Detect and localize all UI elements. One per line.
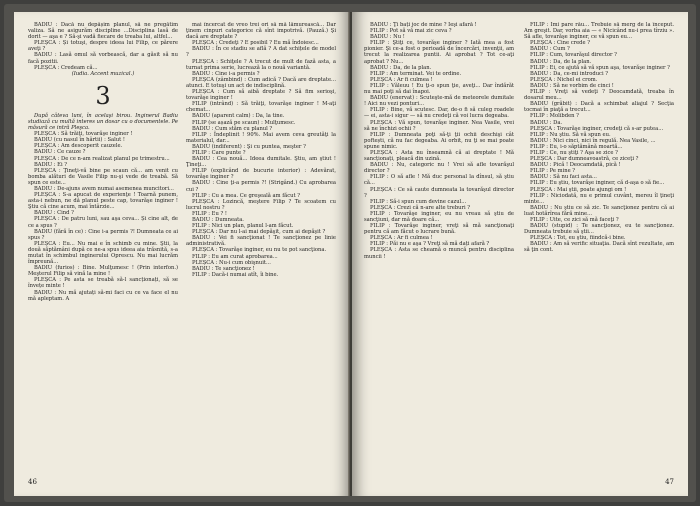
dialogue-line: FILIP : Niciodată, nu e primul cuvânt, mereu îl ţineţi minte...: [524, 192, 674, 205]
left-page-column-1: [28, 22, 178, 472]
dialogue-line: BADIU : Cine ţi-a permis ?! (Strigând.) Cu aprobarea cui ?: [186, 180, 336, 193]
left-page: [14, 12, 350, 496]
dialogue-line: FILIP : Dumneata poţi să-ţi ţii ochii deschişi cât poftești, că nu fac degeaba. Ai orbit, nu ţi se mai poate spune nimic.: [364, 131, 514, 150]
dialogue-line: FILIP : Am terminat. Vei te ordine.: [370, 70, 462, 77]
dialogue-line: FILIP : Nu ştiu. Să vă spun eu.: [530, 131, 611, 138]
dialogue-line: (Iudia. Accent muzical.): [71, 70, 135, 77]
dialogue-line: FILIP : Dacă-i numai atît, îi bine.: [192, 271, 279, 278]
dialogue-line: FILIP : Molibden ?: [530, 113, 579, 120]
right-page: [352, 12, 688, 496]
dialogue-line: BADIU : Ce cauze ?: [34, 149, 86, 156]
dialogue-line: PLEȘCA : Credeam că...: [34, 64, 98, 71]
dialogue-line: FILIP : Îndeplinit ! 90%. Mai avem ceva greutăţi la materialul, dar...: [186, 131, 336, 144]
dialogue-line: BADIU (stupid) : Te sancţionez, eu te sancţionez. Dumneata trebuie să ştii...: [524, 223, 674, 236]
right-page-column-1: [364, 22, 514, 472]
dialogue-line: PLEȘCA : Dar dumneavoastră, ce ziceţi ?: [530, 156, 639, 163]
right-page-column-2: [524, 22, 674, 472]
dialogue-line: BADIU : Nu ştiu ce să zic. Te sancţionez pentru că ai luat hotărîrea fără mine...: [524, 204, 674, 217]
dialogue-line: PLEȘCA : Și totuşi, despre ideea lui Filip, ce părere aveţi ?: [28, 40, 178, 53]
dialogue-line: PLEȘCA : Tovarăşe inginer, credeţi că s-ar putea...: [530, 125, 664, 132]
dialogue-line: BADIU (grăbit) : Dacă a schimbat aliajul ? Secţia tocmai în piaţă a trecut...: [524, 101, 674, 114]
dialogue-line: PLEȘCA : Tovarăşe inginer, eu nu te pot sancţiona.: [192, 247, 327, 254]
dialogue-line: FILIP : Tovarăşe inginer, vreţi să mă sancţionaţi pentru că am făcut o lucrare bună.: [364, 223, 514, 236]
dialogue-line: FILIP : Ştiţi ce, tovarăşe inginer ? Iată mea a fost pionier. Şi ce-a fost o perioadă de încercări, invenţii, am trecut la realizarea puntii. Ai aprobat ? Tot ce-aţi aprobat ? Nu...: [364, 40, 514, 65]
dialogue-line: FILIP : O să afle ! Mă duc personal la dînsul, să ştiu că...: [364, 174, 514, 187]
dialogue-line: BADIU : Ţi bați joc de mine ? Ieşi afară !: [370, 22, 477, 28]
dialogue-line: BADIU : Pică ! Deocamdată, pică !: [530, 162, 621, 169]
dialogue-line: PLEȘCA : Am descoperit cauzele.: [34, 143, 123, 150]
dialogue-line: BADIU : Cea nouă... Ideea dumitale. Ştiu, am ştiut ! Ţineţi...: [186, 156, 336, 169]
left-page-column-2: [186, 22, 336, 472]
dialogue-line: FILIP : Ce, nu ştiţi ? Aşa se zice ?: [530, 149, 618, 156]
dialogue-line: PLEȘCA : Credeţi ? E posibil ? Eu mă îndoiesc...: [192, 40, 319, 47]
dialogue-line: FILIP : Îmi pare rău... Trebuie să merg de la început. Am greşit. Dar, vorba aia — « Nicicând nu-i prea tîrziu ». Să afle, tovarăşe inginer, ce vă spun eu...: [524, 22, 674, 41]
dialogue-line: BADIU : Am să verific situaţia. Dacă sînt rezultate, am să ţin cont.: [524, 241, 674, 254]
dialogue-line: FILIP : Cum, tovarăşul director ?: [530, 52, 617, 59]
dialogue-line: PLEȘCA : Cum să aibă dreptate ? Să fim serioşi, tovarăşe inginer !: [186, 89, 336, 102]
dialogue-line: FILIP : Eu am curat aprobarea...: [192, 253, 278, 260]
dialogue-line: BADIU : Nu mă ajutați să-mi faci cu ce va face el nu mă apleptam. A: [28, 289, 178, 302]
dialogue-line: PLEȘCA (zâmbind) : Cum adică ? Dacă are dreptate... atunci. E totuşi un act de indisciplină.: [186, 76, 336, 89]
dialogue-line: FILIP : Vreţi să vedeţi ? Deocamdată, treaba în dosarul meu...: [524, 89, 674, 102]
dialogue-line: PLEȘCA : Vă spun, tovarăşe inginer. Nea Vasile, vrei să ne închizi ochii ?: [364, 119, 514, 132]
dialogue-line: PLEȘCA : Asta nu înseamnă că ai dreptate ! Mă sancționați, pleacă din uzină.: [364, 149, 514, 163]
dialogue-line: BADIU : Dacă nu depășim planul, să ne pregătim valiza. Să ne asigurăm discipline ...Disciplina lasă de dorit — aşa e ? Să-şi vadă fiecare de treaba lui, altfel...: [28, 22, 178, 41]
dialogue-line: PLEȘCA : Dar nu l-ai mai depăşit, cum ai depăşit ?: [192, 229, 326, 236]
dialogue-line: PLEȘCA : S-a apucat de experienţe ! Toarnă punem, asta-i nebun, ne dă planul peste cap, tovarăşe inginer ! Ştiu că cine acum, mai întârzie...: [28, 192, 178, 211]
dialogue-line: FILIP : Pe mine ?: [530, 168, 576, 175]
dialogue-line: FILIP (explicând de bucurie interior) : Adevărat, tovarăşe inginer ?: [186, 168, 336, 181]
dialogue-line: BADIU : Nu, categoric nu ! Vrei să afle tovarăşul director ?: [364, 162, 514, 175]
dialogue-line: BADIU : Da.: [530, 119, 563, 126]
book-spread: [4, 4, 696, 502]
dialogue-line: PLEȘCA : Ar fi culmea !: [370, 76, 433, 83]
dialogue-line: BADIU : Cum stăm cu planul ?: [192, 125, 273, 132]
dialogue-line: BADIU : Nu !: [370, 34, 405, 41]
dialogue-line: PLEȘCA : Mai ştii, poate ajungi om !: [530, 186, 627, 193]
dialogue-line: PLEȘCA : Ţineţi-vă bine pe scaun că... am venit cu bomba alături de Vasile Filip nu-şi vede de treabă. Să spun ce este...: [28, 167, 178, 186]
dialogue-line: FILIP : Uite, ce zici să mă faceţi ?: [530, 217, 619, 223]
dialogue-line: FILIP : Păi nu e aşa ? Vreţi să mă dați afară ?: [370, 241, 490, 248]
dialogue-line: FILIP : Nici un plan, planul l-am făcut.: [192, 223, 294, 230]
dialogue-line: BADIU (enervat) : Scuteşte-mă de meteorele dumitale ! Aici nu vezi ponturi...: [364, 95, 514, 108]
dialogue-line: BADIU : Ei ?: [34, 161, 68, 168]
dialogue-line: FILIP : Văleuu ! Eu ţi-o spun ţie, aveţi... Dar îndărăt nu mai poţi să dai înapoi.: [364, 82, 514, 96]
dialogue-line: FILIP : Să-i spun cum devine cazul...: [370, 198, 467, 205]
page-number-right: 47: [665, 478, 674, 486]
dialogue-line: BADIU : Cine i-a permis ?: [192, 70, 260, 77]
dialogue-line: PLEȘCA : Crezi că n-are alte treburi ?: [370, 204, 471, 211]
dialogue-line: PLEȘCA : Tot, eu ştiu, fiindcă-i bine.: [530, 235, 626, 242]
dialogue-line: PLEȘCA : De patru luni, sau aşa ceva... Și cine alt, de ce a spus ?: [28, 216, 178, 229]
dialogue-line: PLEȘCA : Lozincă, meştere Filip ? Te scoatem cu lucrul nostru ?: [186, 198, 336, 211]
dialogue-line: PLEȘCA : Nichel ei crom.: [530, 76, 598, 83]
dialogue-line: FILIP (se așază pe scaun) : Mulţumesc.: [192, 119, 296, 126]
dialogue-line: FILIP : Pot să vă mai zic ceva ?: [370, 28, 452, 35]
dialogue-line: BADIU : Să nu faci asta...: [530, 174, 597, 181]
dialogue-line: PLEȘCA : Eu... Nu mai e în schimb cu mine. Ştii, la două săptămâni după ce ne-a spus ideea aia trăsnită, s-a mutat în schimbul inginerului Oprescu. Nu mai lucrăm împreună...: [28, 240, 178, 266]
dialogue-line: BADIU : Dumneata.: [192, 217, 244, 223]
dialogue-line: FILIP : Cu a mea. Ce greşeală am făcut ?: [192, 192, 300, 199]
chapter-number: 3: [95, 81, 111, 110]
dialogue-line: FILIP : Eu ştiu, tovarăşe inginer, că d-aşa o să fie...: [530, 180, 665, 187]
dialogue-line: BADIU (furios) : Bine. Mulţumesc ! (Prin interfon.) Meşterul Filip să vină la mine !: [28, 265, 178, 278]
dialogue-line: FILIP : Ei, ce ajută să vă spun aşa, tovarăşe inginer ?: [530, 64, 670, 71]
dialogue-line: BADIU (aparent calm) : Da, la tine.: [192, 113, 285, 120]
dialogue-line: FILIP : Tovarăşe inginer, eu nu vreau să ştiu de sancţiuni, dar mă doare că...: [364, 210, 514, 223]
dialogue-line: PLEȘCA : Cine crede ?: [530, 40, 591, 47]
dialogue-line: FILIP : Bine, vă scutesc. Dar, de-o fi să culeg roadele — ei, asta-i sigur — să nu credeţi că voi lucra degeaba.: [364, 107, 514, 120]
dialogue-line: BADIU : Cum ?: [530, 46, 570, 53]
dialogue-line: PLEȘCA : Să trăiţi, tovarăşe inginer !: [34, 131, 133, 138]
page-number-left: 46: [28, 478, 37, 486]
dialogue-line: BADIU : Nici cinci, nici în regulă. Nea Vasile, ...: [530, 137, 656, 144]
dialogue-line: BADIU : De-ajuns avem numai asemenea muncitori...: [34, 185, 174, 192]
dialogue-line: BADIU : În ce stadiu se află ? A dat schițele de model ?: [186, 46, 336, 59]
dialogue-line: BADIU : Cind ?: [34, 210, 74, 217]
dialogue-line: BADIU (indiferent) : Şi cu puntea, meşter ?: [192, 143, 306, 150]
dialogue-line: FILIP (intrând) : Să trăiţi, tovarăşe inginer ! M-aţi chemat...: [186, 101, 336, 114]
dialogue-line: BADIU (fără în ce) : Cine i-a permis ?! Dumneata ce ai spus ?: [28, 228, 178, 241]
dialogue-line: FILIP : Eu ? !: [192, 210, 227, 217]
dialogue-line: BADIU : Da, ce-mi introduci ?: [530, 70, 609, 77]
dialogue-line: PLEȘCA : Schiţele ? A trecut de mult de fază asta, a turnat prima serie, lucrează la o nouă variantă.: [186, 58, 336, 71]
dialogue-line: BADIU (cu nasul în hârtii) : Salut !: [34, 137, 125, 144]
dialogue-line: BADIU : Vei fi sancţionat ! Te sancţionez pe linie administrativă.: [186, 235, 336, 248]
dialogue-line: mai încercat de vreo trei ori să mă lămurească... Dar ţinem cinpuri categorice că sînt impotrivă. (Pauză.) Şi dacă are dreptate ?: [186, 22, 336, 41]
dialogue-line: BADIU : Da, de la plan.: [530, 58, 592, 65]
dialogue-line: BADIU : Da, de la plan.: [370, 64, 432, 71]
dialogue-line: BADIU : Lasă omul să vorbească, dar a găsit să nu facă pozitii.: [28, 52, 178, 65]
dialogue-line: PLEȘCA : Nu-i cum obişnuit...: [192, 259, 271, 266]
dialogue-line: PLEȘCA : Ce să caute dumneata la tovarăşul director ?: [364, 186, 514, 199]
dialogue-line: FILIP : Eu, i-o săptămână moartă...: [530, 143, 623, 150]
stage-direction: După câteva luni, în acelaşi birou. Inginerul Badiu studiază cu multă interes un dosar cu o documentele. Pe măsură ce intră Pleşca.: [28, 112, 178, 132]
dialogue-line: PLEȘCA : De ce n-am realizat planul pe trimestru...: [34, 155, 170, 162]
dialogue-line: PLEȘCA : Pe asta se treabă să-l sancționați, să se învețe minte !: [28, 277, 178, 290]
dialogue-line: BADIU : Să ne vorbim de cinci !: [530, 82, 614, 89]
dialogue-line: PLEȘCA : Ar fi culmea !: [370, 235, 433, 242]
dialogue-line: FILIP : Care punte ?: [192, 149, 246, 156]
dialogue-line: PLEȘCA : Asta se cheamă o muncă pentru disciplina muncii !: [364, 247, 514, 260]
dialogue-line: BADIU : Te sancţionez !: [192, 265, 255, 272]
